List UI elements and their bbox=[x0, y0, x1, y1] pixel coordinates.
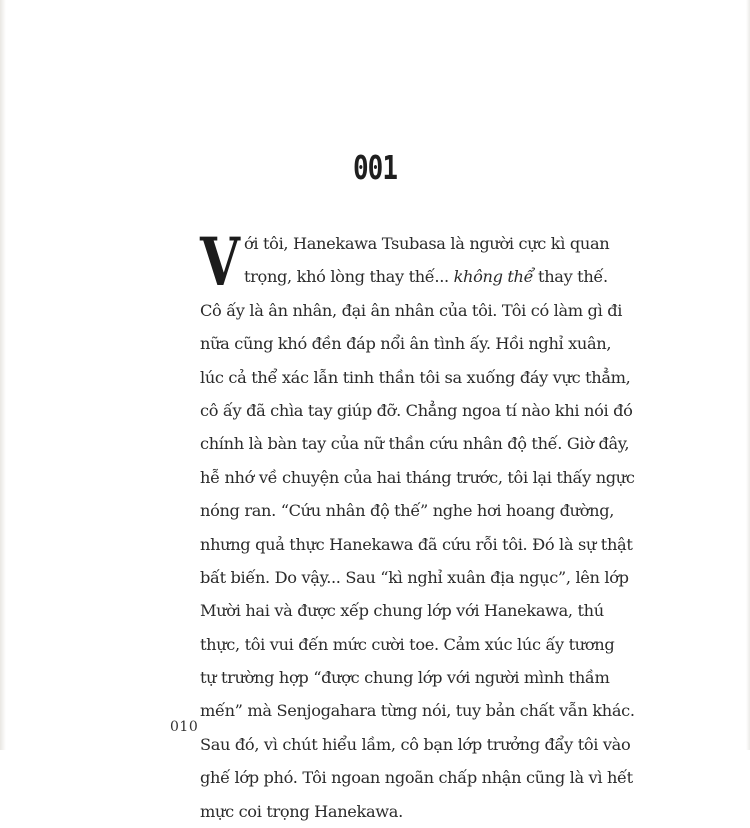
text-line-9: nóng ran. “Cứu nhân độ thế” nghe hơi hoang đường, bbox=[200, 501, 615, 521]
text-line-7: chính là bàn tay của nữ thần cứu nhân độ thế. Giờ đây, bbox=[200, 434, 630, 454]
page-left-edge-shadow bbox=[0, 0, 6, 750]
page-right-edge-shadow bbox=[746, 0, 750, 750]
emphasis-text: không thể bbox=[453, 267, 534, 287]
text-line-4: nữa cũng khó đền đáp nổi ân tình ấy. Hồi nghỉ xuân, bbox=[200, 334, 612, 354]
text-line-11: bất biến. Do vậy... Sau “kì nghỉ xuân địa ngục”, lên lớp bbox=[200, 567, 629, 587]
text-line-13: thực, tôi vui đến mức cười toe. Cảm xúc lúc ấy tương bbox=[200, 634, 615, 654]
text-line-17: ghế lớp phó. Tôi ngoan ngoãn chấp nhận cũng là vì hết bbox=[200, 768, 633, 788]
drop-cap-letter: V bbox=[200, 223, 240, 301]
text-line-10: nhưng quả thực Hanekawa đã cứu rỗi tôi. Đó là sự thật bbox=[200, 534, 633, 554]
text-line-12: Mười hai và được xếp chung lớp với Hanekawa, thú bbox=[200, 601, 604, 621]
text-line-1: ới tôi, Hanekawa Tsubasa là người cực kì quan bbox=[244, 234, 610, 253]
page-number: 010 bbox=[170, 719, 199, 735]
text-line-18: mực coi trọng Hanekawa. bbox=[200, 801, 403, 821]
text-line-16: Sau đó, vì chút hiểu lầm, cô bạn lớp trưởng đẩy tôi vào bbox=[200, 734, 631, 754]
text-line-8: hễ nhớ về chuyện của hai tháng trước, tôi lại thấy ngực bbox=[200, 467, 635, 487]
body-paragraph bbox=[200, 223, 635, 828]
text-line-5: lúc cả thể xác lẫn tinh thần tôi sa xuống đáy vực thẳm, bbox=[200, 367, 631, 387]
chapter-number: 001 bbox=[353, 150, 397, 188]
text-line-2-end: thay thế. bbox=[533, 267, 608, 287]
text-line-3: Cô ấy là ân nhân, đại ân nhân của tôi. Tôi có làm gì đi bbox=[200, 300, 623, 320]
text-line-14: tự trường hợp “được chung lớp với người mình thầm bbox=[200, 668, 610, 688]
text-line-6: cô ấy đã chìa tay giúp đỡ. Chẳng ngoa tí nào khi nói đó bbox=[200, 400, 633, 420]
text-line-15: mến” mà Senjogahara từng nói, tuy bản chất vẫn khác. bbox=[200, 701, 635, 721]
text-line-2 bbox=[200, 260, 608, 293]
text-line-2-start: trọng, khó lòng thay thế... bbox=[244, 267, 454, 287]
